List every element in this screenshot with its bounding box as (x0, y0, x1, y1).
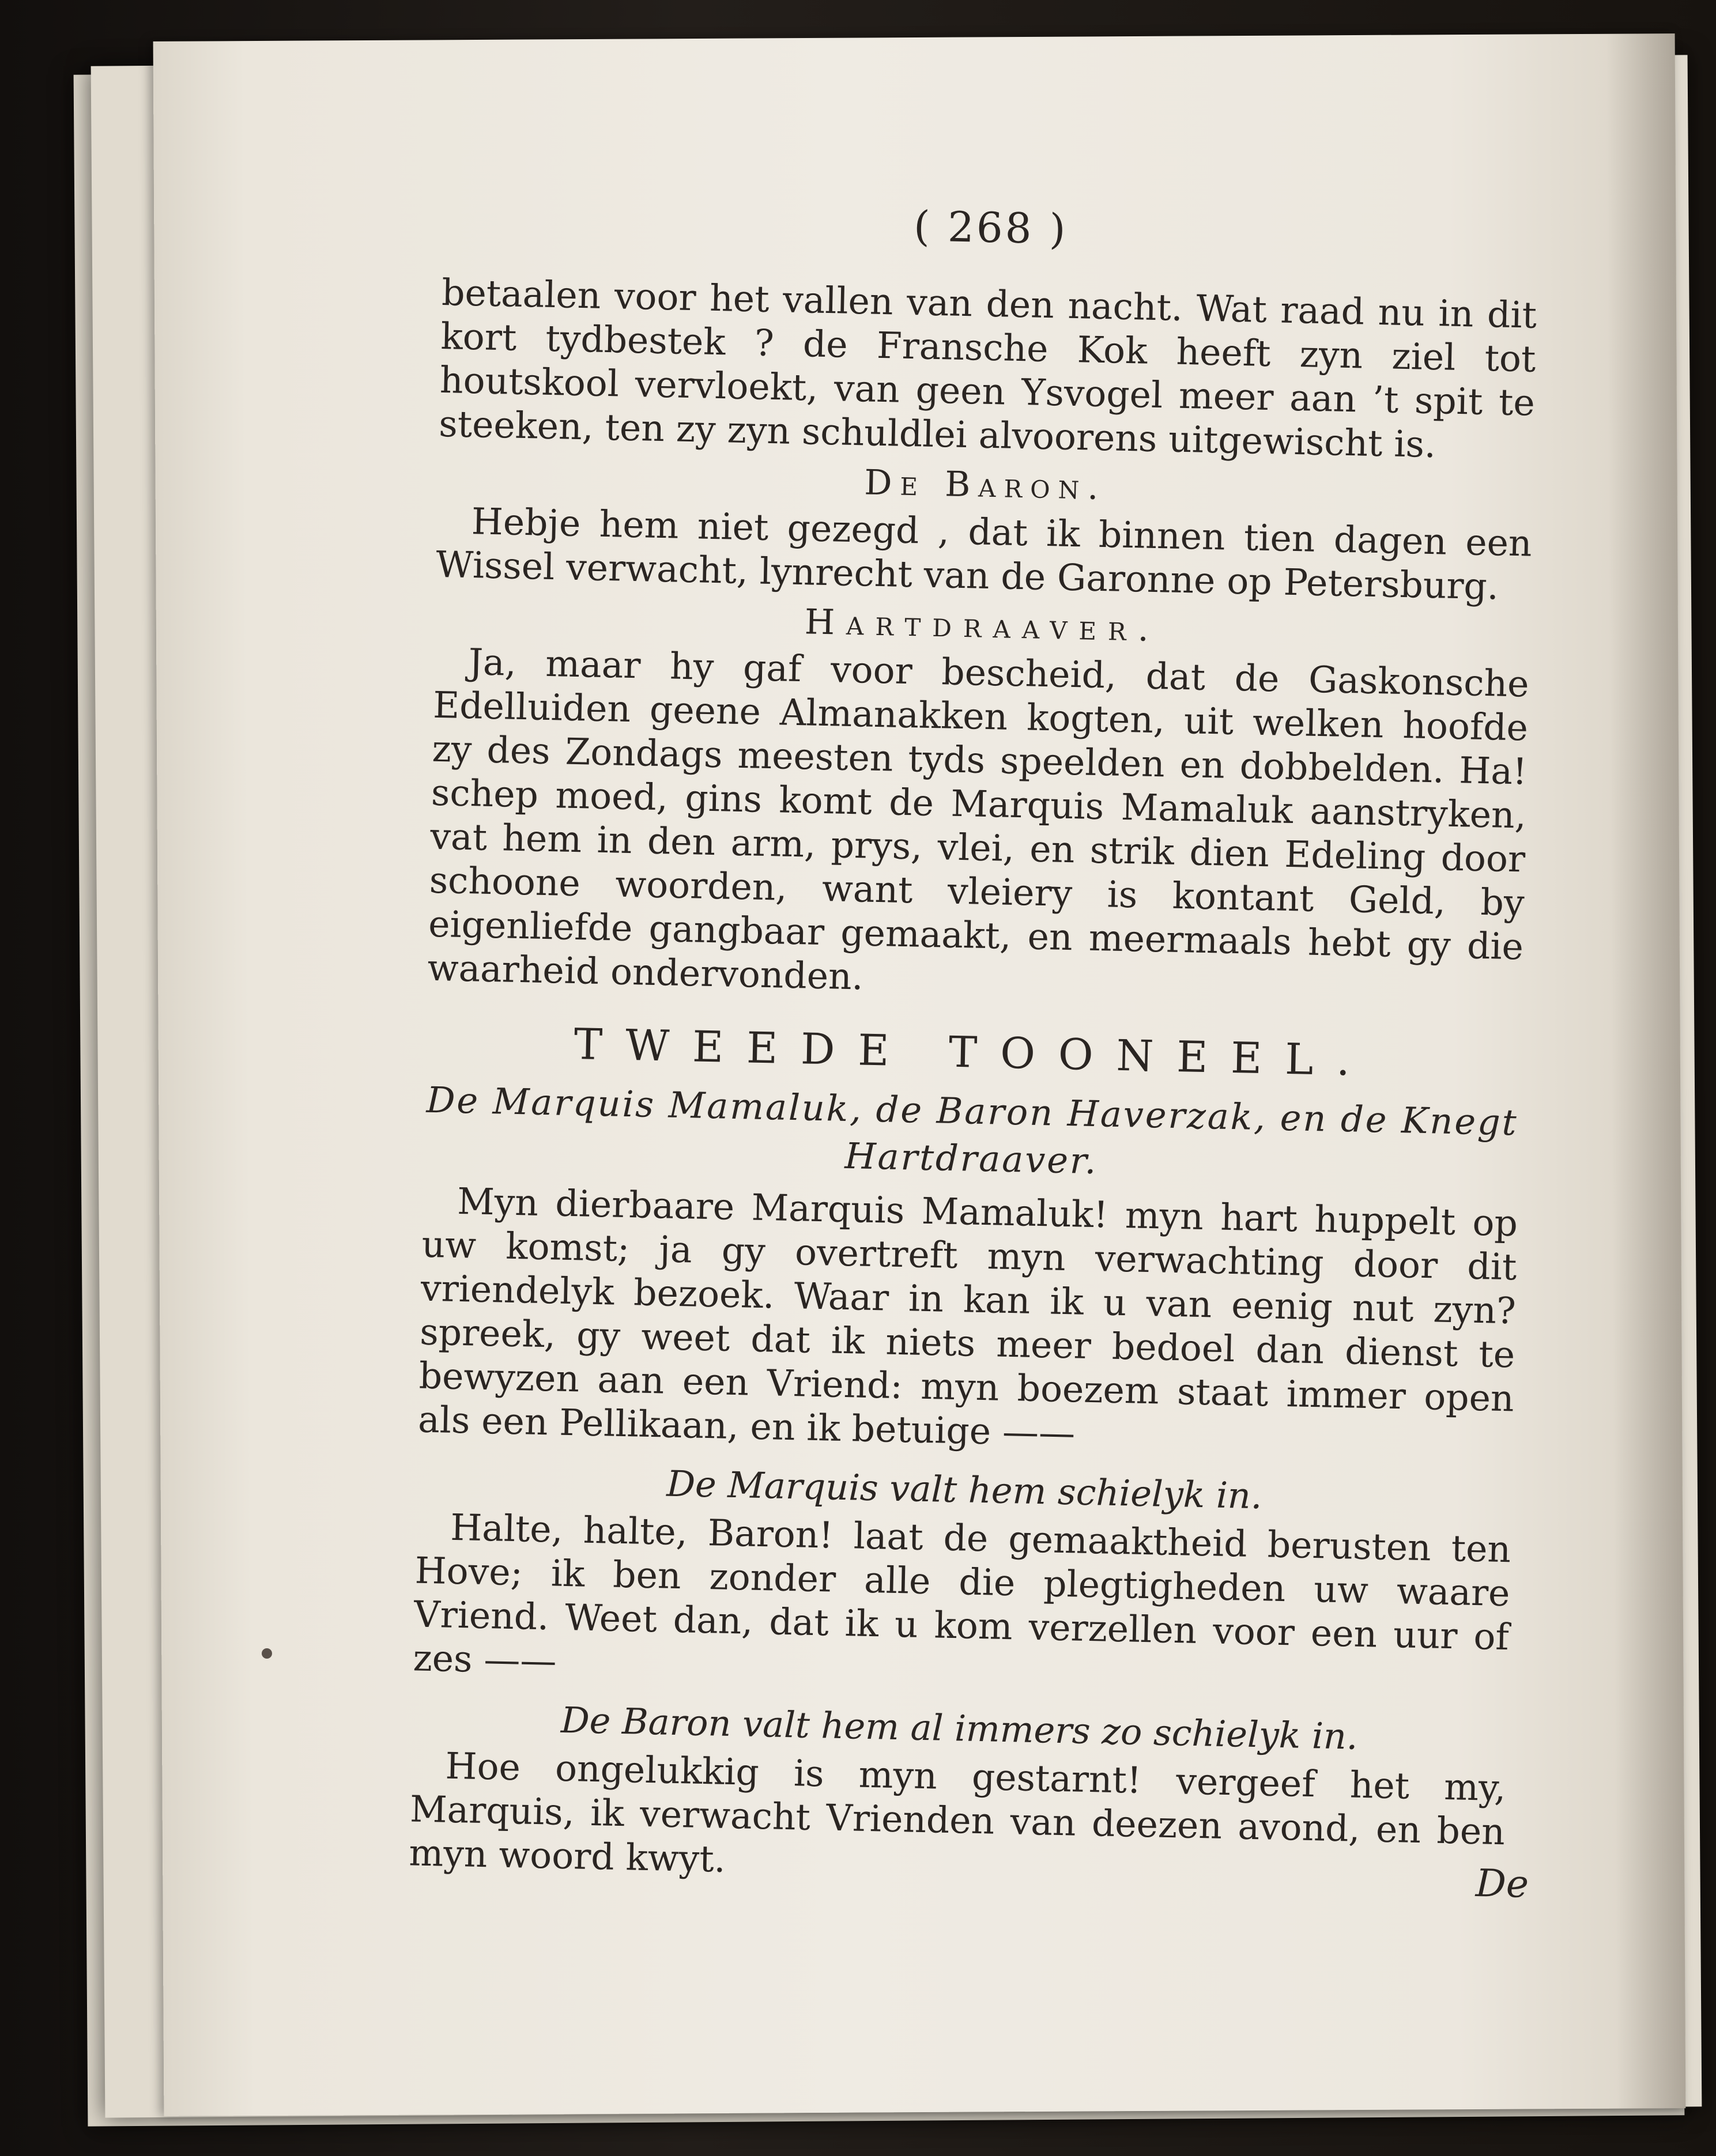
paragraph-4: Myn dierbaare Marquis Mamaluk! myn hart huppelt op uw komst; ja gy overtreft myn verwachting door dit vriendelyk bezoek. Waar in kan ik u van eenig nut zyn? spreek, gy weet dat ik niets meer bedoel dan dienst te bewyzen aan een Vriend: myn boezem staat immer open als een Pellikaan, en ik betuige —— (417, 1180, 1518, 1455)
paragraph-6: Hoe ongelukkig is myn gestarnt! vergeef het my, Marquis, ik verwacht Vrienden van deezen avond, en ben myn woord kwyt. (408, 1745, 1507, 1881)
scene-title: TWEEDE TOONEEL. (573, 1020, 1374, 1086)
paragraph-1: betaalen voor het vallen van den nacht. Wat raad nu in dit kort tydbestek ? de Fransche Kok heeft zyn ziel tot houtskool vervloekt, van geen Ysvogel meer aan ’t spit te steeken, ten zy zyn schuldlei alvoorens uitgewischt is. (438, 271, 1537, 466)
stage-direction-1: De Marquis valt hem schielyk in. (666, 1462, 1263, 1517)
stage-direction-2: De Baron valt hem al immers zo schielyk in. (560, 1698, 1359, 1758)
speaker-label-baron: De Baron. (863, 462, 1107, 508)
paragraph-5: Halte, halte, Baron! laat de gemaaktheid berusten ten Hove; ik ben zonder alle die plegtigheden uw waare Vriend. Weet dan, dat ik u kom verzellen voor een uur of zes —— (412, 1506, 1511, 1682)
paragraph-3: Ja, maar hy gaf voor bescheid, dat de Gaskonsche Edelluiden geene Almanakken kogten, uit welken hoofde zy des Zondags meesten tyds speelden en dobbelden. Ha! schep moed, gins komt de Marquis Mamaluk aanstryken, vat hem in den arm, prys, vlei, en strik dien Edeling door schoone woorden, want vleiery is kontant Geld, by eigenliefde gangbaar gemaakt, en meermaals hebt gy die waarheid ondervonden. (427, 641, 1530, 998)
paragraph-2: Hebje hem niet gezegd , dat ik binnen tien dagen een Wissel verwacht, lynrecht van de Garonne op Petersburg. (435, 500, 1533, 608)
page-text-block (409, 190, 1539, 1898)
gutter-shadow (1606, 33, 1686, 2109)
page-number: ( 268 ) (913, 202, 1069, 254)
ink-spot (262, 1648, 272, 1659)
catchword: De (1475, 1861, 1529, 1906)
speaker-label-hartdraaver: Hartdraaver. (804, 602, 1161, 650)
scene-cast: De Marquis Mamaluk, de Baron Haverzak, en de Knegt Hartdraaver. (426, 1078, 1519, 1183)
